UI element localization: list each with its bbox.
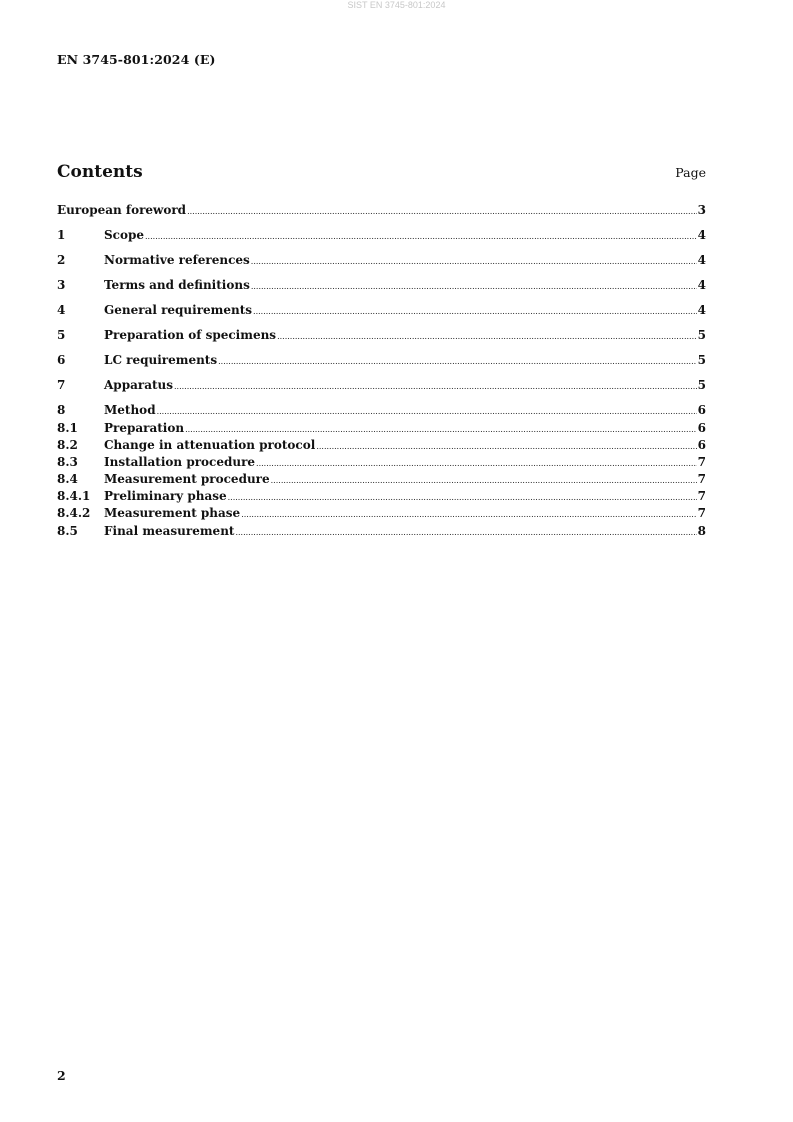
dot-leader: [241, 507, 696, 523]
toc-entry-8-3[interactable]: [57, 454, 706, 470]
dot-leader: [185, 422, 697, 438]
toc-entry-8-1[interactable]: [57, 420, 706, 436]
toc-entry-page: 8: [697, 524, 706, 538]
toc-entry-number: 8.2: [57, 438, 78, 452]
page-column-label: Page: [675, 165, 706, 180]
toc-entry-8-2[interactable]: [57, 437, 706, 453]
toc-entry-number: 5: [57, 328, 66, 342]
dot-leader: [271, 473, 697, 489]
toc-entry-title: Scope: [104, 228, 145, 242]
dot-leader: [235, 525, 696, 541]
toc-entry-title: Method: [104, 403, 156, 417]
toc-entry-8-5[interactable]: [57, 523, 706, 539]
toc-entry-page: 7: [697, 455, 706, 469]
toc-entry-8-4-2[interactable]: [57, 505, 706, 521]
toc-entry-number: 1: [57, 228, 66, 242]
contents-title: Contents: [57, 162, 143, 182]
toc-entry-page: 4: [697, 303, 706, 317]
toc-entry-number: 8: [57, 403, 66, 417]
toc-entry-number: 8.5: [57, 524, 78, 538]
toc-entry-number: 4: [57, 303, 66, 317]
toc-entry-number: 2: [57, 253, 66, 267]
toc-entry-page: 5: [697, 353, 706, 367]
dot-leader: [228, 490, 697, 506]
toc-entry-page: 4: [697, 253, 706, 267]
toc-entry-title: Apparatus: [104, 378, 173, 392]
toc-entry-page: 3: [697, 203, 706, 217]
dot-leader: [251, 254, 697, 270]
dot-leader: [316, 439, 696, 455]
dot-leader: [256, 456, 697, 472]
toc-entry-title: Normative references: [104, 253, 250, 267]
toc-entry-title: Terms and definitions: [104, 278, 250, 292]
toc-entry-number: 8.4: [57, 472, 78, 486]
dot-leader: [277, 329, 697, 345]
toc-entry-7[interactable]: [57, 377, 706, 393]
toc-entry-page: 4: [697, 278, 706, 292]
toc-entry-title: General requirements: [104, 303, 253, 317]
toc-entry-title: Measurement procedure: [104, 472, 270, 486]
dot-leader: [218, 354, 697, 370]
toc-entry-page: 7: [697, 472, 706, 486]
toc-entry-european-foreword[interactable]: [57, 202, 706, 218]
contents-header: [57, 158, 706, 182]
toc-entry-title: Final measurement: [104, 524, 235, 538]
toc-entry-title: Preparation: [104, 421, 185, 435]
toc-entry-4[interactable]: [57, 302, 706, 318]
dot-leader: [174, 379, 697, 395]
toc-entry-8-4-1[interactable]: [57, 488, 706, 504]
toc-entry-number: 8.1: [57, 421, 78, 435]
toc-entry-page: 6: [697, 421, 706, 435]
watermark: SIST EN 3745-801:2024: [347, 0, 446, 10]
page-number: 2: [57, 1068, 66, 1083]
toc-entry-page: 5: [697, 328, 706, 342]
toc-entry-title: Measurement phase: [104, 506, 241, 520]
dot-leader: [145, 229, 697, 245]
toc-entry-title: Preliminary phase: [104, 489, 227, 503]
dot-leader: [251, 279, 697, 295]
toc-entry-page: 4: [697, 228, 706, 242]
toc-entry-2[interactable]: [57, 252, 706, 268]
toc-entry-3[interactable]: [57, 277, 706, 293]
toc-entry-page: 6: [697, 438, 706, 452]
toc-entry-title: European foreword: [57, 203, 187, 217]
toc-entry-number: 3: [57, 278, 66, 292]
dot-leader: [187, 204, 697, 220]
toc-entry-5[interactable]: [57, 327, 706, 343]
toc-entry-page: 7: [697, 489, 706, 503]
toc-entry-8[interactable]: [57, 402, 706, 418]
toc-entry-8-4[interactable]: [57, 471, 706, 487]
document-id: EN 3745-801:2024 (E): [57, 52, 216, 67]
toc-entry-title: LC requirements: [104, 353, 218, 367]
toc-entry-number: 8.4.2: [57, 506, 91, 520]
toc-entry-number: 8.3: [57, 455, 78, 469]
toc-entry-number: 8.4.1: [57, 489, 91, 503]
toc-entry-page: 7: [697, 506, 706, 520]
toc-entry-6[interactable]: [57, 352, 706, 368]
dot-leader: [157, 404, 697, 420]
toc-entry-page: 5: [697, 378, 706, 392]
toc-entry-number: 6: [57, 353, 66, 367]
toc-entry-page: 6: [697, 403, 706, 417]
toc-entry-title: Change in attenuation protocol: [104, 438, 316, 452]
toc-entry-1[interactable]: [57, 227, 706, 243]
toc-entry-title: Installation procedure: [104, 455, 256, 469]
toc-entry-number: 7: [57, 378, 66, 392]
toc-entry-title: Preparation of specimens: [104, 328, 277, 342]
dot-leader: [253, 304, 697, 320]
